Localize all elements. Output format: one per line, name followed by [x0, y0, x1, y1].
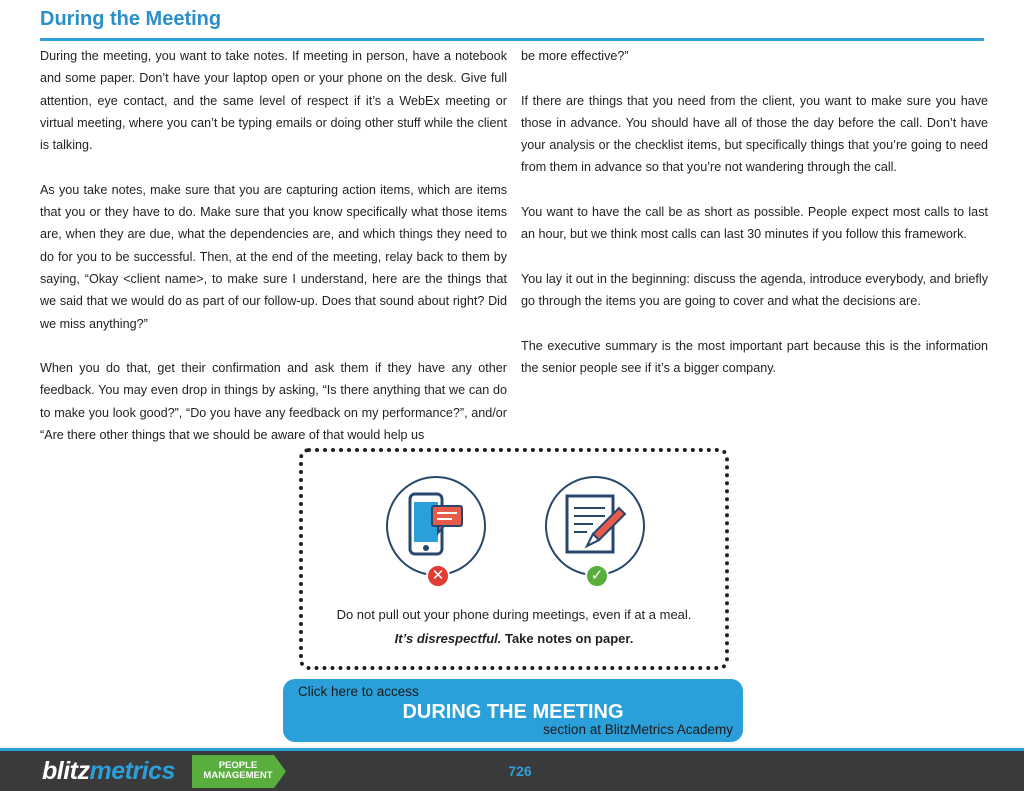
cta-line3: section at BlitzMetrics Academy	[543, 722, 733, 737]
cta-line2: DURING THE MEETING	[402, 701, 624, 723]
phone-circle	[386, 476, 486, 584]
tip-text-line2	[303, 631, 725, 646]
blitzmetrics-logo	[42, 757, 175, 786]
page-title: During the Meeting	[40, 8, 222, 30]
footer	[0, 748, 1024, 791]
paragraph: When you do that, get their confirmation and ask them if they have any other feedback. You may even drop in things by asking, “Is there anything that we can do to make you look good?”, “Do you have any feedback on my performance?”, and/or “Are there other things that we should be aware of that would help us	[40, 361, 507, 443]
left-column	[40, 45, 507, 446]
paragraph: The executive summary is the most important part because this is the information the senior people see if it’s a bigger company.	[521, 338, 988, 376]
paragraph: be more effective?”	[521, 49, 629, 63]
tag-line1: PEOPLE	[218, 760, 258, 771]
tip-emphasis: It’s disrespectful.	[394, 631, 502, 646]
title-rule	[40, 38, 984, 41]
tip-text-line1: Do not pull out your phone during meetings, even if at a meal.	[336, 607, 692, 622]
tip-instruction: Take notes on paper.	[501, 631, 634, 646]
no-badge-icon: ✕	[426, 564, 450, 588]
paragraph: If there are things that you need from the client, you want to make sure you have those in advance. You should have all of those the day before the call. Don’t have your analysis or the checklist items, but specifically things that you’re going to need from them in advance so that you’re not wandering through the call.	[521, 93, 988, 175]
yes-badge-icon: ✓	[585, 564, 609, 588]
notepad-pen-icon	[547, 478, 642, 573]
paragraph: During the meeting, you want to take notes. If meeting in person, have a notebook and some paper. Don’t have your laptop open or your phone on the desk. Give full attention, eye contact, and the same level of respect if it’s a WebEx meeting or virtual meeting, where you can’t be typing emails or doing other stuff while the client is talking.	[40, 49, 507, 153]
paragraph: You lay it out in the beginning: discuss the agenda, introduce everybody, and briefly go through the items you are going to cover and what the decisions are.	[521, 271, 988, 309]
cta-line1: Click here to access	[298, 684, 419, 699]
tip-box	[299, 448, 729, 670]
tag-line2: MANAGEMENT	[203, 770, 273, 781]
paper-circle	[545, 476, 645, 584]
page-number: 726	[508, 763, 532, 779]
logo-part1: blitz	[42, 757, 90, 785]
section-tag-label	[198, 761, 278, 781]
right-column	[521, 45, 988, 379]
paragraph: You want to have the call be as short as possible. People expect most calls to last an hour, but we think most calls can last 30 minutes if you follow this framework.	[521, 205, 988, 242]
paragraph: As you take notes, make sure that you are capturing action items, which are items that you or they have to do. Make sure that you know specifically what those items are, when they are due, what the dependencies are, and which things they need to do for you to be successful. Then, at the end of the meeting, relay back to them by saying, “Okay <client name>, to make sure I understand, here are the things that we said that we would do as part of our follow-up. Does that sound about right? Did we miss anything?”	[40, 182, 507, 331]
logo-part2: metrics	[89, 757, 175, 785]
phone-icon	[388, 478, 483, 573]
academy-link-button[interactable]	[283, 679, 743, 742]
